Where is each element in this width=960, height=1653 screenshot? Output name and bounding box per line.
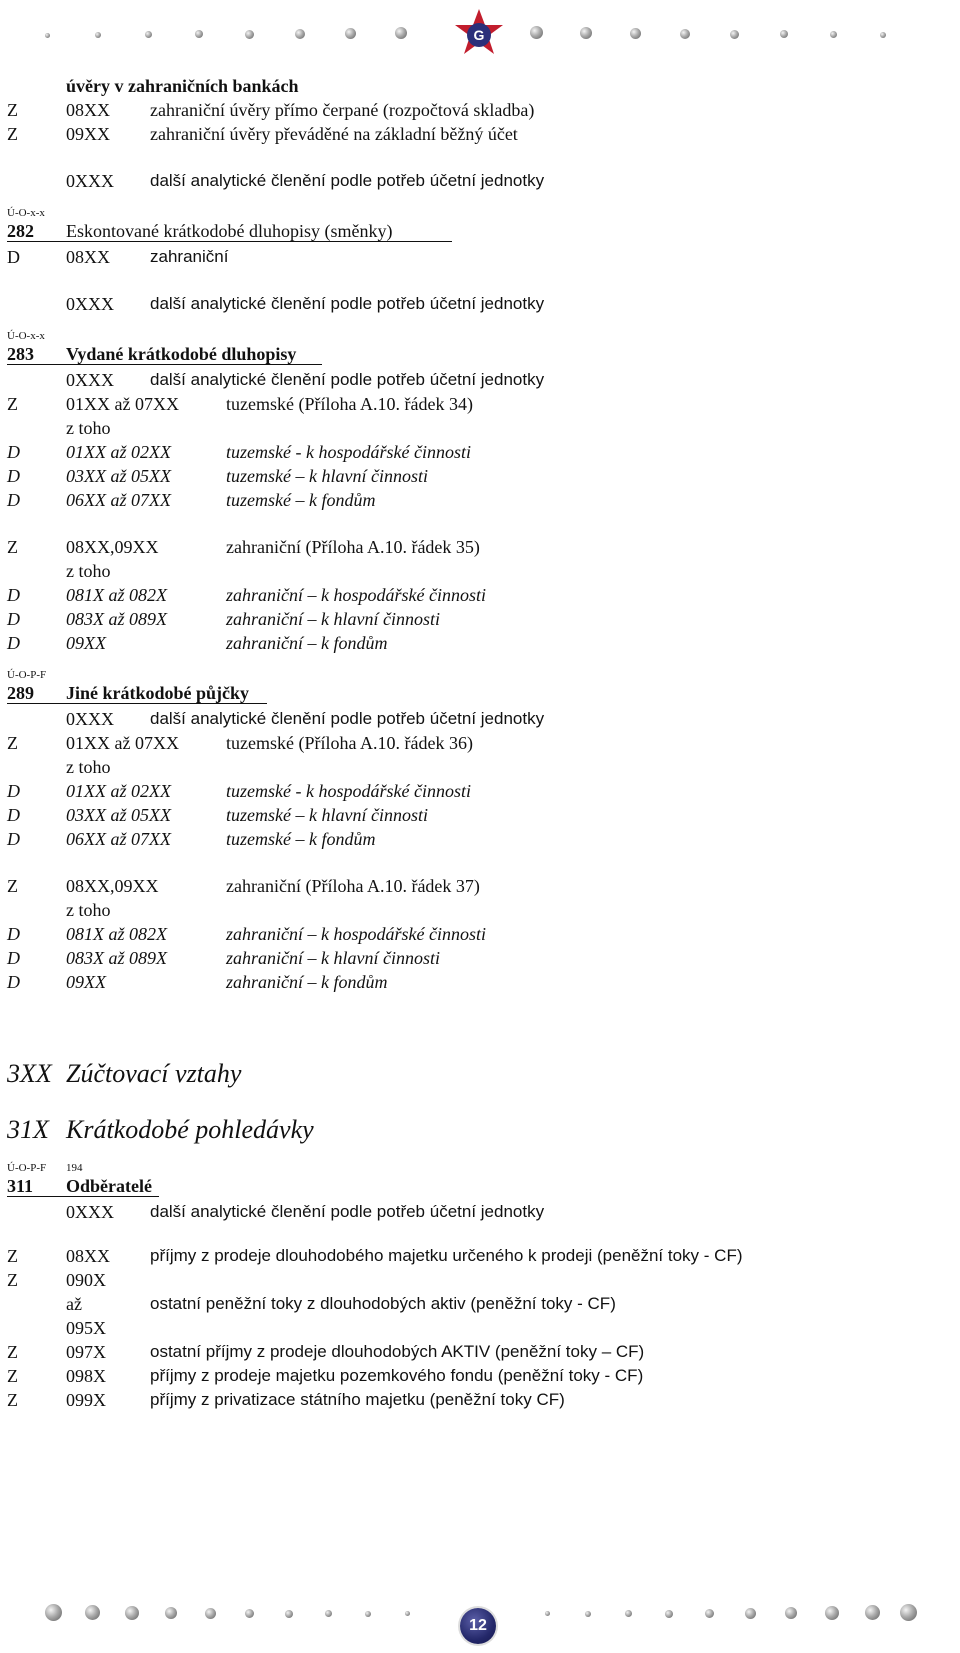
side-code: D: [7, 609, 20, 629]
decor-dot: [880, 32, 886, 38]
analytic-code: 08XX: [66, 247, 110, 267]
analytic-code: 08XX,09XX: [66, 876, 159, 896]
decor-dot: [85, 1605, 100, 1620]
decor-dot: [345, 28, 356, 39]
row-description: zahraniční – k hospodářské činnosti: [226, 924, 486, 944]
decor-dot: [245, 30, 254, 39]
row-description: zahraniční (Příloha A.10. řádek 37): [226, 876, 480, 896]
analytic-code: až: [66, 1294, 82, 1314]
row-description: další analytické členění podle potřeb účetní jednotky: [150, 709, 545, 728]
account-title: Jiné krátkodobé půjčky: [66, 683, 250, 703]
analytic-code: 01XX až 07XX: [66, 733, 179, 753]
table-row: [7, 803, 947, 827]
page-number: 12: [469, 1617, 487, 1634]
decor-dot: [780, 30, 788, 38]
heading-title: Zúčtovací vztahy: [66, 1059, 242, 1088]
analytic-row: [7, 169, 947, 193]
row-description: příjmy z privatizace státního majetku (peněžní toky CF): [150, 1390, 565, 1409]
document-body: [7, 74, 947, 1412]
of-which-label: z toho: [66, 757, 111, 777]
table-row: [7, 946, 947, 970]
analytic-code: 09XX: [66, 633, 106, 653]
analytic-code: 06XX až 07XX: [66, 829, 171, 849]
decor-dot: [730, 30, 739, 39]
analytic-row: [7, 1200, 947, 1224]
decor-dot: [680, 29, 690, 39]
side-code: Z: [7, 537, 18, 557]
table-row: [7, 464, 947, 488]
decor-dot: [585, 1611, 591, 1617]
table-row: [7, 874, 947, 898]
of-which-row: [7, 755, 947, 779]
row-description: zahraniční – k fondům: [226, 633, 388, 653]
side-code: Z: [7, 876, 18, 896]
row-description: tuzemské (Příloha A.10. řádek 34): [226, 394, 473, 414]
table-row: [7, 1388, 947, 1412]
side-code: D: [7, 585, 20, 605]
page-header: [0, 0, 960, 64]
table-row: [7, 1340, 947, 1364]
row-description: zahraniční: [150, 247, 229, 266]
side-code: Z: [7, 1342, 18, 1362]
row-description: zahraniční (Příloha A.10. řádek 35): [226, 537, 480, 557]
page-number-badge: [460, 1608, 496, 1644]
analytic-code: 083X až 089X: [66, 948, 167, 968]
of-which-row: [7, 898, 947, 922]
row-description: tuzemské - k hospodářské činnosti: [226, 442, 471, 462]
row-description: další analytické členění podle potřeb účetní jednotky: [150, 370, 545, 389]
side-code: D: [7, 490, 20, 510]
side-code: Z: [7, 100, 18, 120]
account-title: Odběratelé: [66, 1176, 152, 1196]
decor-dot: [365, 1611, 371, 1617]
row-description: zahraniční – k fondům: [226, 972, 388, 992]
analytic-row: [7, 707, 947, 731]
side-code: Z: [7, 394, 18, 414]
heading-code: 31X: [7, 1115, 49, 1144]
analytic-code: 08XX: [66, 1246, 110, 1266]
analytic-code: 090X: [66, 1270, 106, 1290]
account-header: [7, 344, 947, 368]
side-code: Z: [7, 733, 18, 753]
section-title-row: [7, 74, 947, 98]
decor-dot: [900, 1604, 917, 1621]
row-description: ostatní příjmy z prodeje dlouhodobých AKTIV (peněžní toky – CF): [150, 1342, 645, 1361]
side-code: D: [7, 247, 20, 267]
table-row: [7, 98, 947, 122]
row-description: tuzemské (Příloha A.10. řádek 36): [226, 733, 473, 753]
row-description: tuzemské – k hlavní činnosti: [226, 805, 428, 825]
decor-dot: [245, 1609, 254, 1618]
table-row: [7, 631, 947, 655]
table-row: [7, 731, 947, 755]
row-description: tuzemské – k hlavní činnosti: [226, 466, 428, 486]
analytic-code: 08XX: [66, 100, 110, 120]
star-g-logo-icon: [450, 7, 508, 61]
heading-code: 3XX: [7, 1059, 52, 1088]
row-description: zahraniční – k hospodářské činnosti: [226, 585, 486, 605]
side-code: D: [7, 924, 20, 944]
table-row: [7, 1292, 947, 1316]
table-row: [7, 392, 947, 416]
side-code: D: [7, 781, 20, 801]
decor-dot: [630, 28, 641, 39]
account-number: 282: [7, 221, 34, 241]
analytic-code: 095X: [66, 1318, 106, 1338]
table-row: [7, 607, 947, 631]
table-row: [7, 1364, 947, 1388]
row-description: příjmy z prodeje majetku pozemkového fondu (peněžní toky - CF): [150, 1366, 644, 1385]
side-code: D: [7, 633, 20, 653]
analytic-code: 0XXX: [66, 1202, 114, 1222]
of-which-row: [7, 416, 947, 440]
side-code: Z: [7, 1366, 18, 1386]
analytic-code: 083X až 089X: [66, 609, 167, 629]
analytic-code: 06XX až 07XX: [66, 490, 171, 510]
table-row: [7, 779, 947, 803]
decor-dot: [705, 1609, 714, 1618]
side-code: Z: [7, 124, 18, 144]
account-ref: 194: [66, 1162, 83, 1174]
side-code: Z: [7, 1270, 18, 1290]
table-row: [7, 488, 947, 512]
analytic-code: 0XXX: [66, 171, 114, 191]
of-which-row: [7, 559, 947, 583]
analytic-code: 097X: [66, 1342, 106, 1362]
table-row: [7, 922, 947, 946]
account-number: 289: [7, 683, 34, 703]
table-row: [7, 583, 947, 607]
decor-dot: [95, 32, 101, 38]
account-tag-row: [7, 667, 947, 683]
table-row: [7, 535, 947, 559]
side-code: Z: [7, 1390, 18, 1410]
row-description: další analytické členění podle potřeb účetní jednotky: [150, 1202, 545, 1221]
analytic-code: 08XX,09XX: [66, 537, 159, 557]
side-code: D: [7, 805, 20, 825]
side-code: D: [7, 829, 20, 849]
analytic-code: 0XXX: [66, 370, 114, 390]
account-header: [7, 683, 947, 707]
account-number: 311: [7, 1176, 34, 1196]
row-description: příjmy z prodeje dlouhodobého majetku určeného k prodeji (peněžní toky - CF): [150, 1246, 743, 1265]
decor-dot: [45, 1604, 62, 1621]
account-title: Eskontované krátkodobé dluhopisy (směnky): [66, 221, 393, 241]
analytic-code: 03XX až 05XX: [66, 466, 171, 486]
analytic-code: 01XX až 02XX: [66, 781, 171, 801]
heading-title: Krátkodobé pohledávky: [66, 1115, 314, 1144]
decor-dot: [285, 1610, 293, 1618]
analytic-code: 081X až 082X: [66, 585, 167, 605]
account-tag-row: [7, 328, 947, 344]
decor-dot: [545, 1611, 550, 1616]
decor-dot: [580, 27, 592, 39]
analytic-code: 03XX až 05XX: [66, 805, 171, 825]
row-description: tuzemské – k fondům: [226, 829, 376, 849]
decor-dot: [825, 1606, 839, 1620]
analytic-row: [7, 292, 947, 316]
row-description: zahraniční úvěry převáděné na základní běžný účet: [150, 124, 518, 144]
side-code: D: [7, 972, 20, 992]
table-row: [7, 440, 947, 464]
row-description: tuzemské – k fondům: [226, 490, 376, 510]
account-tag-row: [7, 1160, 947, 1176]
account-header: [7, 1176, 947, 1200]
decor-dot: [395, 27, 407, 39]
side-code: D: [7, 442, 20, 462]
account-tag: Ú-O-P-F: [7, 669, 47, 681]
of-which-label: z toho: [66, 418, 111, 438]
row-description: další analytické členění podle potřeb účetní jednotky: [150, 294, 545, 313]
section-heading: [7, 1110, 947, 1150]
analytic-code: 081X až 082X: [66, 924, 167, 944]
table-row: [7, 122, 947, 146]
decor-dot: [195, 30, 203, 38]
analytic-code: 01XX až 07XX: [66, 394, 179, 414]
decor-dot: [745, 1608, 756, 1619]
decor-dot: [785, 1607, 797, 1619]
decor-dot: [665, 1610, 673, 1618]
table-row: [7, 245, 947, 269]
side-code: D: [7, 948, 20, 968]
decor-dot: [295, 29, 305, 39]
account-tag-row: [7, 205, 947, 221]
row-description: tuzemské - k hospodářské činnosti: [226, 781, 471, 801]
svg-text:G: G: [473, 27, 485, 43]
of-which-label: z toho: [66, 561, 111, 581]
row-description: zahraniční – k hlavní činnosti: [226, 948, 440, 968]
decor-dot: [830, 31, 837, 38]
analytic-code: 09XX: [66, 972, 106, 992]
analytic-code: 0XXX: [66, 294, 114, 314]
table-row: [7, 1268, 947, 1292]
decor-dot: [165, 1607, 177, 1619]
decor-dot: [125, 1606, 139, 1620]
analytic-code: 098X: [66, 1366, 106, 1386]
decor-dot: [325, 1610, 332, 1617]
section-title: úvěry v zahraničních bankách: [66, 76, 299, 96]
account-title: Vydané krátkodobé dluhopisy: [66, 344, 297, 364]
table-row: [7, 1244, 947, 1268]
row-description: další analytické členění podle potřeb účetní jednotky: [150, 171, 545, 190]
table-row: [7, 970, 947, 994]
account-tag: Ú-O-x-x: [7, 207, 45, 219]
decor-dot: [45, 33, 50, 38]
decor-dot: [530, 26, 543, 39]
analytic-code: 0XXX: [66, 709, 114, 729]
row-description: zahraniční úvěry přímo čerpané (rozpočtová skladba): [150, 100, 535, 120]
analytic-code: 01XX až 02XX: [66, 442, 171, 462]
table-row: [7, 1316, 947, 1340]
row-description: ostatní peněžní toky z dlouhodobých aktiv (peněžní toky - CF): [150, 1294, 616, 1313]
account-number: 283: [7, 344, 34, 364]
decor-dot: [145, 31, 152, 38]
decor-dot: [865, 1605, 880, 1620]
analytic-code: 099X: [66, 1390, 106, 1410]
of-which-label: z toho: [66, 900, 111, 920]
analytic-row: [7, 368, 947, 392]
decor-dot: [625, 1610, 632, 1617]
row-description: zahraniční – k hlavní činnosti: [226, 609, 440, 629]
table-row: [7, 827, 947, 851]
account-tag: Ú-O-x-x: [7, 330, 45, 342]
decor-dot: [205, 1608, 216, 1619]
account-header: [7, 221, 947, 245]
side-code: D: [7, 466, 20, 486]
side-code: Z: [7, 1246, 18, 1266]
section-heading: [7, 1054, 947, 1094]
account-tag: Ú-O-P-F: [7, 1162, 47, 1174]
analytic-code: 09XX: [66, 124, 110, 144]
decor-dot: [405, 1611, 410, 1616]
